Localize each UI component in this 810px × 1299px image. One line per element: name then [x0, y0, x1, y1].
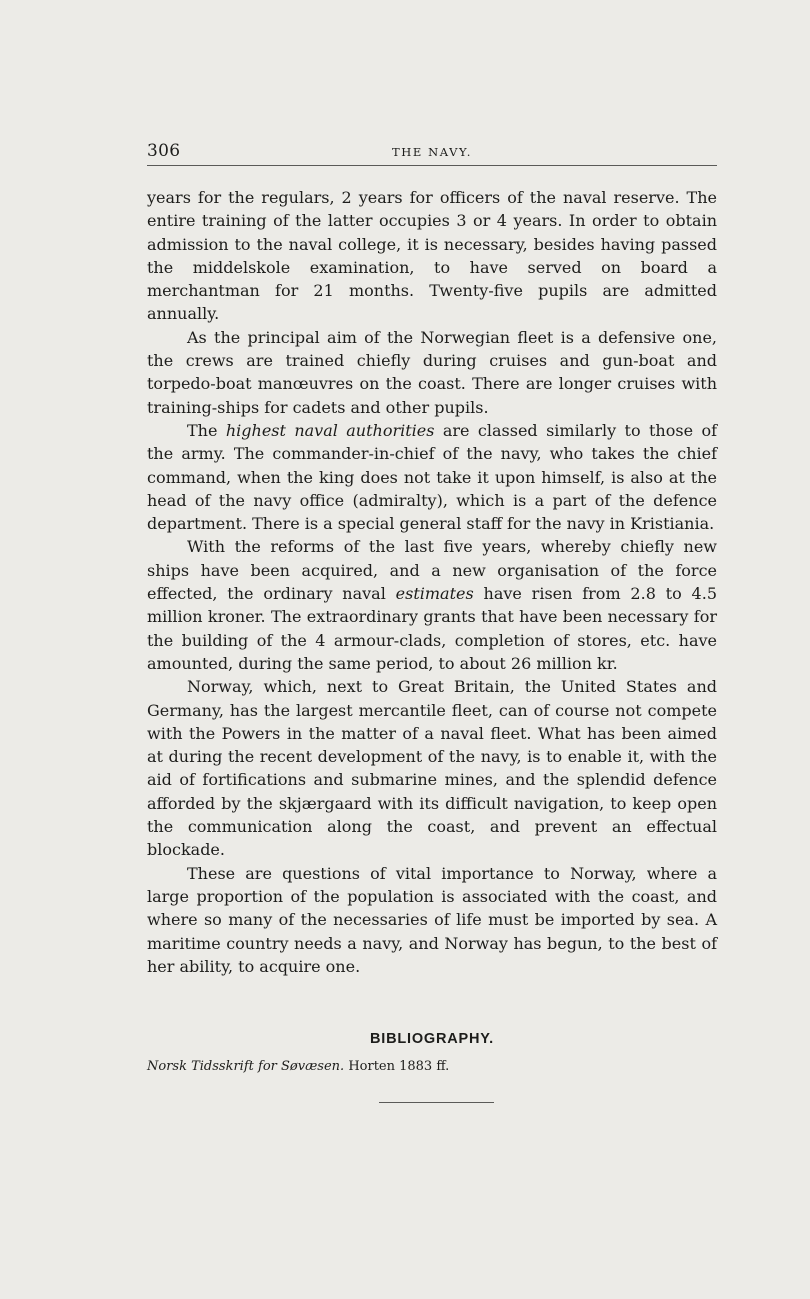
body-text — [147, 186, 717, 978]
paragraph: years for the regulars, 2 years for officers of the naval reserve. The entire training of the latter occupies 3 or 4 years. In order to obtain admission to the naval college, it is necessary, besides having passed the middelskole examination, to have served on board a merchantman for 21 months. Twenty-five pupils are admitted annually. — [147, 188, 717, 324]
emphasized-phrase: highest naval authorities — [225, 420, 435, 440]
bibliography-entry — [147, 1058, 717, 1076]
bibliography-heading: BIBLIOGRAPHY. — [370, 1031, 494, 1047]
paragraph-text: With the reforms of the last five years, whereby chiefly new ships have been acquired, and a new organisation of the force effected, the ordinary naval — [147, 537, 717, 604]
page-header — [147, 140, 717, 166]
bibliography-details: Horten 1883 ff. — [348, 1059, 450, 1074]
running-title: THE NAVY. — [391, 145, 472, 159]
paragraph: Norway, which, next to Great Britain, the United States and Germany, has the largest mercantile fleet, can of course not compete with the Powers in the matter of a naval fleet. What has been aimed at during the recent development of the navy, is to enable it, with the aid of fortifications and submarine mines, and the splendid defence afforded by the skjærgaard with its difficult navigation, to keep open the communication along the coast, and prevent an effectual blockade. — [147, 677, 717, 860]
page-number: 306 — [147, 141, 181, 161]
paragraph-text: have risen from 2.8 to 4.5 million kroner. The extraordinary grants that have been necessary for the building of the 4 armour-clads, completion of stores, etc. have amounted, during the same period, to about 26 million kr. — [147, 584, 717, 673]
bibliography-title: Norsk Tidsskrift for Søvæsen. — [147, 1059, 345, 1074]
header-rule — [147, 165, 717, 166]
emphasized-phrase: estimates — [395, 584, 474, 604]
paragraph: These are questions of vital importance to Norway, where a large proportion of the population is associated with the coast, and where so many of the necessaries of life must be imported by sea. A maritime country needs a navy, and Norway has begun, to the best of her ability, to acquire one. — [147, 863, 717, 976]
paragraph-text: are classed similarly to those of the army. The commander-in-chief of the navy, who takes the chief command, when the king does not take it upon himself, is also at the head of the navy office (admiralty), which is a part of the defence department. There is a special general staff for the navy in Kristiania. — [147, 420, 717, 534]
paragraph — [147, 535, 717, 675]
paragraph-text: The — [187, 420, 226, 440]
paragraph: As the principal aim of the Norwegian fleet is a defensive one, the crews are trained chiefly during cruises and gun-boat and torpedo-boat manœuvres on the coast. There are longer cruises with training-ships for cadets and other pupils. — [147, 327, 717, 417]
end-rule — [379, 1102, 494, 1103]
paragraph — [147, 419, 717, 535]
